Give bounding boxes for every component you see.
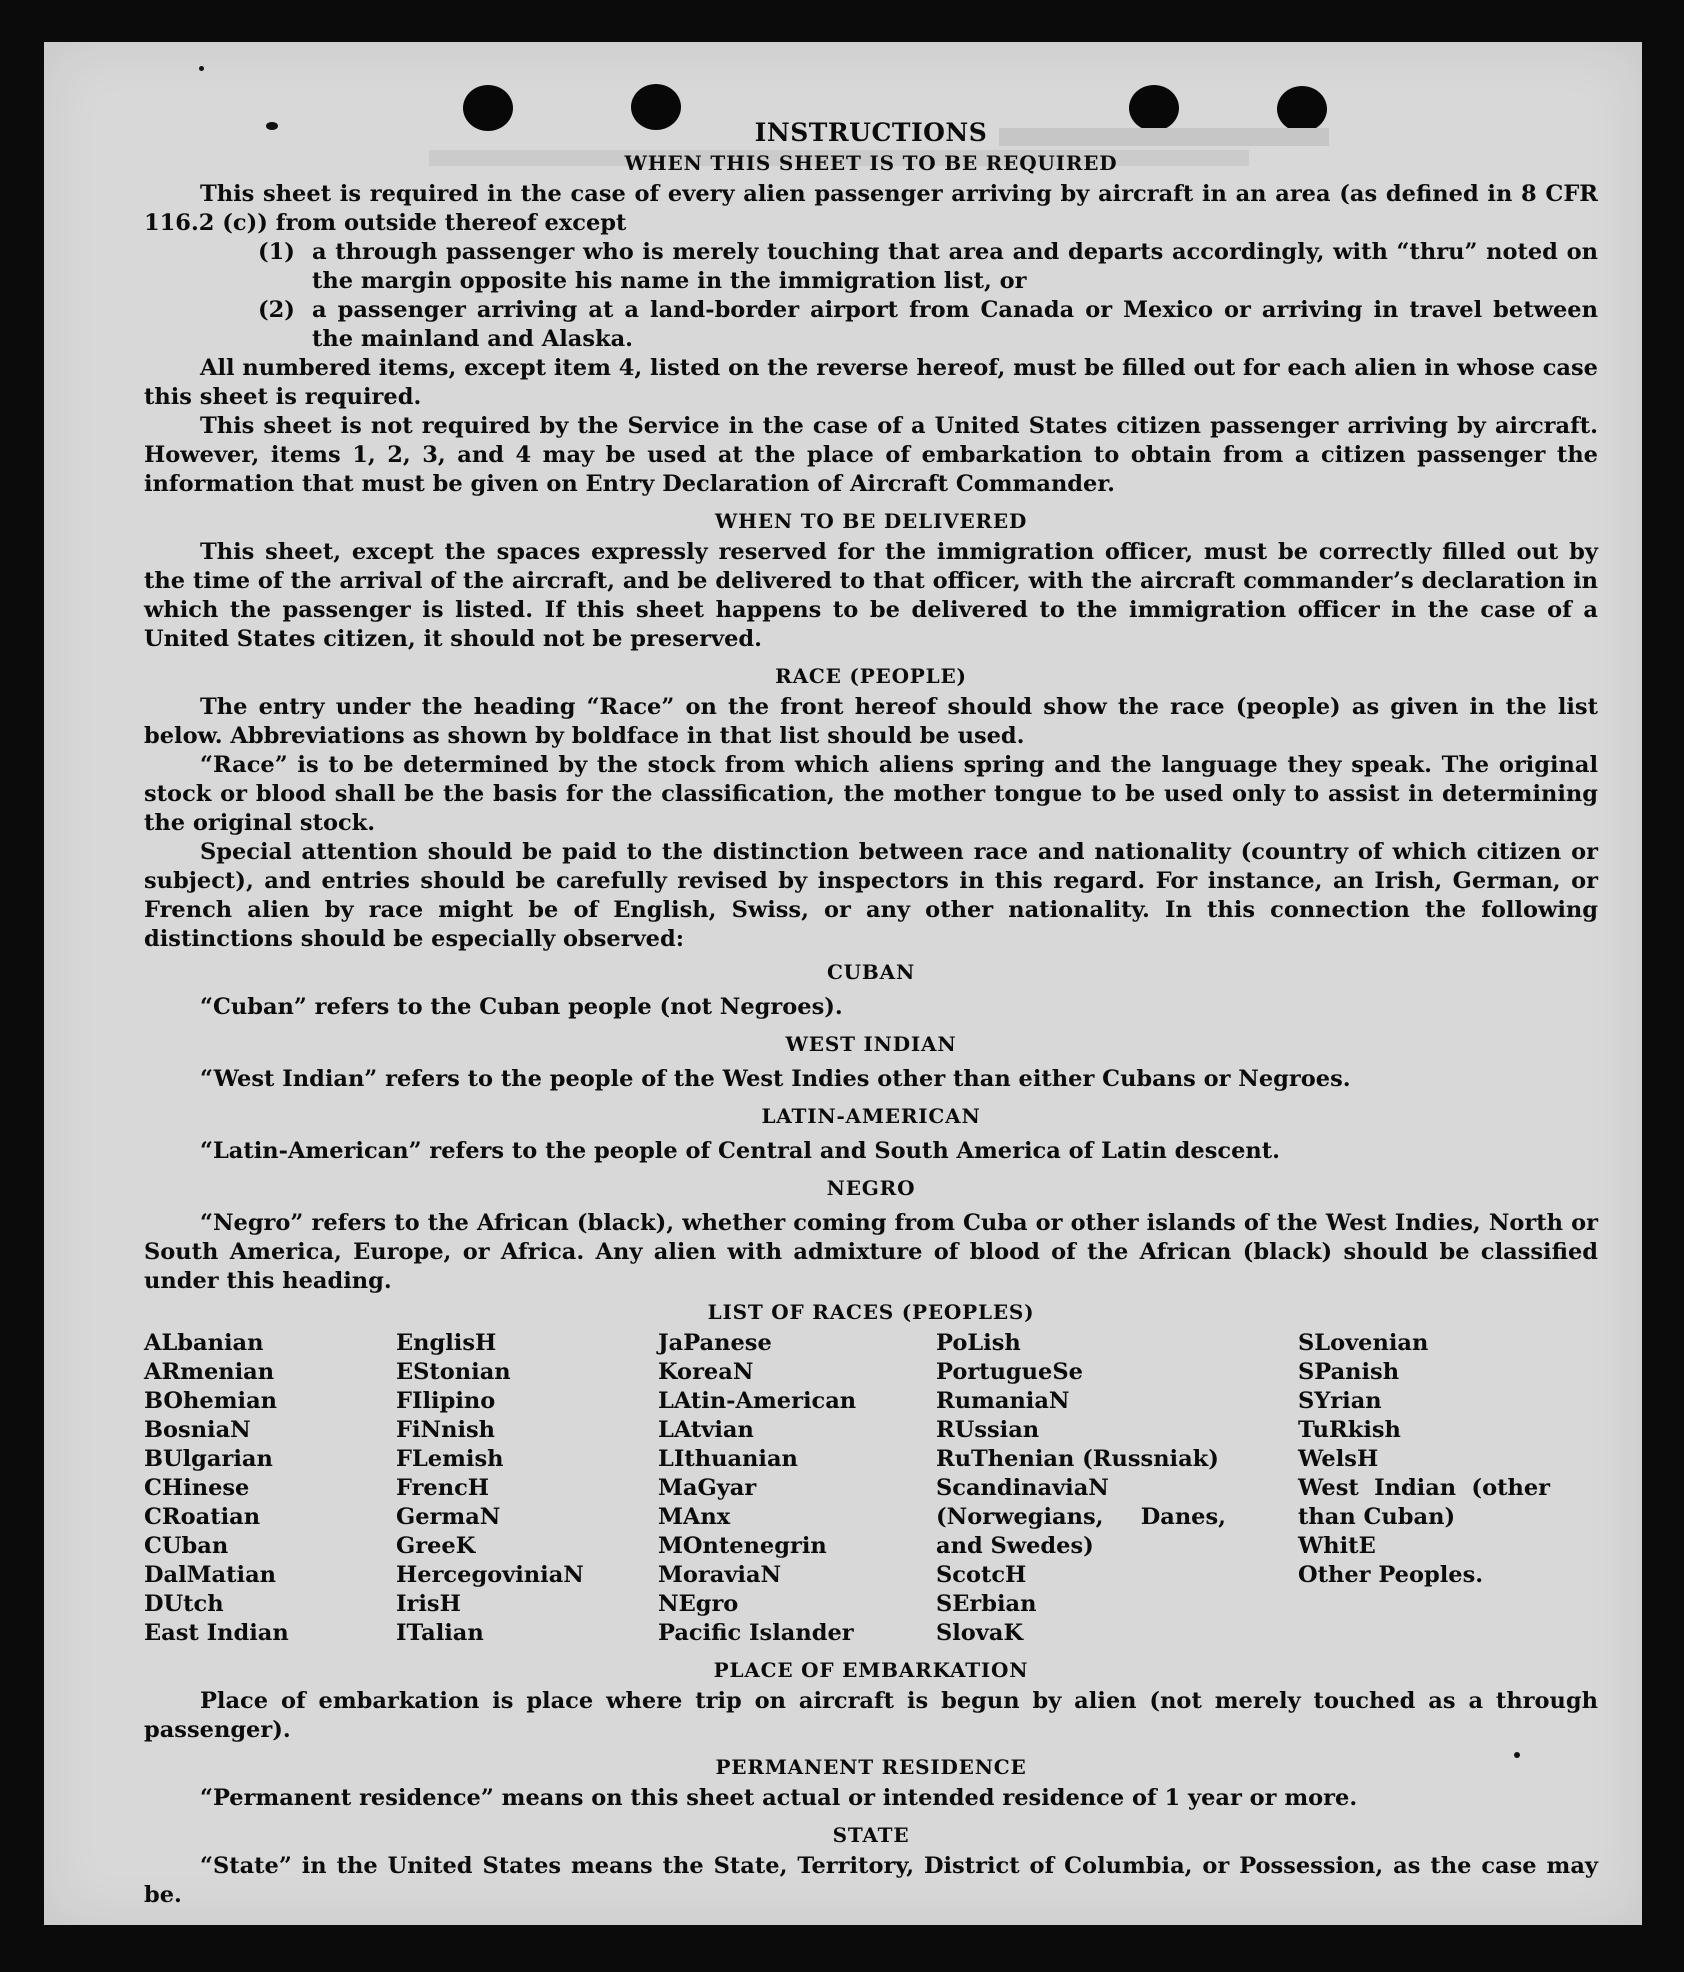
race-entry: SErbian bbox=[936, 1591, 1037, 1617]
exception-item bbox=[144, 296, 1598, 354]
race-entry: FrencH bbox=[396, 1475, 490, 1501]
definition-text: “West Indian” refers to the people of the West Indies other than either Cubans or Negroes. bbox=[200, 1066, 1351, 1092]
document-sheet bbox=[44, 42, 1642, 1925]
section-heading-residence: PERMANENT RESIDENCE bbox=[715, 1755, 1027, 1779]
race-entry: GermaN bbox=[396, 1504, 501, 1530]
paragraph-state: “State” in the United States means the State, Territory, District of Columbia, or Possession, as the case may be. bbox=[144, 1853, 1598, 1908]
race-entry: CHinese bbox=[144, 1475, 250, 1501]
race-entry: ARmenian bbox=[144, 1359, 275, 1385]
race-entry: ALbanian bbox=[144, 1330, 264, 1356]
paragraph-race-1: The entry under the heading “Race” on the front hereof should show the race (people) as given in the list below. Abbreviations as shown by boldface in that list should be used. bbox=[144, 694, 1598, 749]
race-entry: WelsH bbox=[1298, 1446, 1379, 1472]
definition-text: “Negro” refers to the African (black), whether coming from Cuba or other islands of the West Indies, North or South America, Europe, or Africa. Any alien with admixture of blood of the African (black) should be classified under this heading. bbox=[144, 1210, 1598, 1294]
section-heading-required: WHEN THIS SHEET IS TO BE REQUIRED bbox=[624, 151, 1118, 175]
race-entry: West Indian (other than Cuban) bbox=[1298, 1475, 1550, 1530]
race-entry: LAtin-American bbox=[658, 1388, 857, 1414]
race-entry: EStonian bbox=[396, 1359, 511, 1385]
race-entry: MaGyar bbox=[658, 1475, 757, 1501]
race-entry: Other Peoples. bbox=[1298, 1562, 1484, 1588]
section-heading-race: RACE (PEOPLE) bbox=[775, 664, 967, 688]
section-heading-embarkation: PLACE OF EMBARKATION bbox=[713, 1658, 1029, 1682]
paragraph-delivered: This sheet, except the spaces expressly reserved for the immigration officer, must be correctly filled out by the time of the arrival of the aircraft, and be delivered to that officer, with the aircraft commander’s declaration in which the passenger is listed. If this sheet happens to be delivered to the immigration officer in the case of a United States citizen, it should not be preserved. bbox=[144, 539, 1598, 652]
race-entry: IrisH bbox=[396, 1591, 461, 1617]
race-entry: GreeK bbox=[396, 1533, 476, 1559]
race-entry: RuThenian (Russniak) bbox=[936, 1446, 1219, 1472]
race-entry: CUban bbox=[144, 1533, 229, 1559]
race-entry: PoLish bbox=[936, 1330, 1021, 1356]
race-entry: WhitE bbox=[1298, 1533, 1376, 1559]
definition-text: “Cuban” refers to the Cuban people (not Negroes). bbox=[200, 994, 843, 1020]
race-entry: RUssian bbox=[936, 1417, 1040, 1443]
instructions-content bbox=[144, 118, 1598, 1910]
race-entry: East Indian bbox=[144, 1620, 289, 1646]
race-entry: ScotcH bbox=[936, 1562, 1027, 1588]
page-title: INSTRUCTIONS bbox=[754, 118, 988, 147]
definition-heading: WEST INDIAN bbox=[785, 1032, 957, 1056]
speck bbox=[199, 66, 204, 71]
paragraph-numbered-items: All numbered items, except item 4, listed on the reverse hereof, must be filled out for each alien in whose case this sheet is required. bbox=[144, 355, 1598, 410]
race-entry: RumaniaN bbox=[936, 1388, 1070, 1414]
races-column bbox=[396, 1329, 658, 1648]
paragraph-residence: “Permanent residence” means on this sheet actual or intended residence of 1 year or more. bbox=[200, 1785, 1358, 1811]
race-entry: ScandinaviaN (Norwegians, Danes, and Swedes) bbox=[936, 1475, 1226, 1559]
item-text: a through passenger who is merely touching that area and departs accordingly, with “thru” noted on the margin opposite his name in the immigration list, or bbox=[312, 239, 1598, 294]
exception-item bbox=[144, 238, 1598, 296]
definition-heading: LATIN-AMERICAN bbox=[761, 1104, 981, 1128]
definition-heading: NEGRO bbox=[826, 1176, 916, 1200]
races-column bbox=[144, 1329, 396, 1648]
race-entry: Pacific Islander bbox=[658, 1620, 854, 1646]
races-column bbox=[658, 1329, 936, 1648]
race-entry: FLemish bbox=[396, 1446, 504, 1472]
paragraph-citizen: This sheet is not required by the Service in the case of a United States citizen passenger arriving by aircraft. However, items 1, 2, 3, and 4 may be used at the place of embarkation to obtain from a citizen passenger the information that must be given on Entry Declaration of Aircraft Commander. bbox=[144, 413, 1598, 497]
race-entry: SPanish bbox=[1298, 1359, 1400, 1385]
race-entry: NEgro bbox=[658, 1591, 739, 1617]
race-entry: BosniaN bbox=[144, 1417, 251, 1443]
race-entry: BOhemian bbox=[144, 1388, 278, 1414]
paragraph-race-3: Special attention should be paid to the distinction between race and nationality (country of which citizen or subject), and entries should be carefully revised by inspectors in this regard. For instance, an Irish, German, or French alien by race might be of English, Swiss, or any other nationality. In this connection the following distinctions should be especially observed: bbox=[144, 839, 1598, 952]
races-column bbox=[936, 1329, 1298, 1648]
race-entry: MoraviaN bbox=[658, 1562, 782, 1588]
item-text: a passenger arriving at a land-border airport from Canada or Mexico or arriving in travel between the mainland and Alaska. bbox=[312, 297, 1598, 352]
race-entry: DUtch bbox=[144, 1591, 224, 1617]
race-entry: TuRkish bbox=[1298, 1417, 1401, 1443]
section-heading-delivered: WHEN TO BE DELIVERED bbox=[714, 509, 1028, 533]
race-entry: LIthuanian bbox=[658, 1446, 798, 1472]
race-entry: KoreaN bbox=[658, 1359, 754, 1385]
definition-text: “Latin-American” refers to the people of Central and South America of Latin descent. bbox=[200, 1138, 1280, 1164]
race-entry: PortugueSe bbox=[936, 1359, 1083, 1385]
race-entry: SLovenian bbox=[1298, 1330, 1429, 1356]
race-entry: CRoatian bbox=[144, 1504, 261, 1530]
race-entry: MOntenegrin bbox=[658, 1533, 827, 1559]
paragraph-required-intro: This sheet is required in the case of every alien passenger arriving by aircraft in an area (as defined in 8 CFR 116.2 (c)) from outside thereof except bbox=[144, 181, 1598, 236]
race-entry: HercegoviniaN bbox=[396, 1562, 584, 1588]
race-entry: LAtvian bbox=[658, 1417, 754, 1443]
race-entry: EnglisH bbox=[396, 1330, 497, 1356]
paragraph-race-2: “Race” is to be determined by the stock from which aliens spring and the language they speak. The original stock or blood shall be the basis for the classification, the mother tongue to be used only to assist in determining the original stock. bbox=[144, 752, 1598, 836]
races-column bbox=[1298, 1329, 1598, 1648]
race-entry: ITalian bbox=[396, 1620, 484, 1646]
race-entry: FIlipino bbox=[396, 1388, 496, 1414]
race-entry: BUlgarian bbox=[144, 1446, 273, 1472]
race-entry: SYrian bbox=[1298, 1388, 1382, 1414]
race-entry: FiNnish bbox=[396, 1417, 496, 1443]
paragraph-embarkation: Place of embarkation is place where trip on aircraft is begun by alien (not merely touched as a through passenger). bbox=[144, 1688, 1598, 1743]
item-number: (1) bbox=[258, 239, 295, 265]
section-heading-list: LIST OF RACES (PEOPLES) bbox=[707, 1300, 1035, 1324]
race-entry: SlovaK bbox=[936, 1620, 1024, 1646]
race-entry: MAnx bbox=[658, 1504, 731, 1530]
race-entry: JaPanese bbox=[658, 1330, 772, 1356]
races-list bbox=[144, 1329, 1598, 1648]
definition-heading: CUBAN bbox=[826, 960, 916, 984]
section-heading-state: STATE bbox=[832, 1823, 910, 1847]
race-entry: DalMatian bbox=[144, 1562, 277, 1588]
item-number: (2) bbox=[258, 297, 295, 323]
